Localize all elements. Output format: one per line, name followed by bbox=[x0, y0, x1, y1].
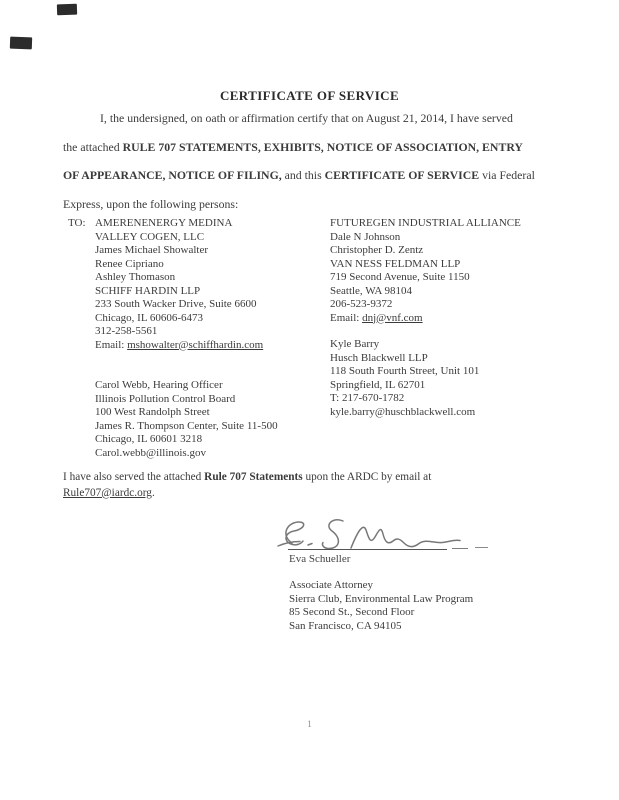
address-line: Chicago, IL 60601 3218 bbox=[95, 433, 203, 445]
paragraph-line: I, the undersigned, on oath or affirmation certify that on August 21, 2014, I have served bbox=[100, 111, 513, 125]
ardc-note-paragraph bbox=[63, 470, 533, 502]
scan-artifact-mark bbox=[57, 4, 77, 16]
paragraph-line: OF APPEARANCE, NOTICE OF FILING, and this CERTIFICATE OF SERVICE via Federal bbox=[63, 168, 535, 183]
signatory-title-block bbox=[289, 579, 473, 633]
address-block-ameren bbox=[95, 217, 330, 352]
paragraph-line: Rule707@iardc.org. bbox=[63, 486, 155, 499]
address-line: Kyle Barry bbox=[330, 338, 380, 350]
paragraph-line: the attached RULE 707 STATEMENTS, EXHIBITS, NOTICE OF ASSOCIATION, ENTRY bbox=[63, 139, 523, 154]
document-title: CERTIFICATE OF SERVICE bbox=[219, 88, 400, 103]
address-line: Email: dnj@vnf.com bbox=[330, 311, 423, 324]
address-line: 100 West Randolph Street bbox=[95, 406, 210, 418]
address-line: kyle.barry@huschblackwell.com bbox=[330, 405, 476, 418]
address-line: Christopher D. Zentz bbox=[330, 244, 424, 256]
address-line: AMERENENERGY MEDINA bbox=[95, 217, 233, 229]
paragraph-line: Express, upon the following persons: bbox=[63, 196, 239, 211]
signatory-title-line: San Francisco, CA 94105 bbox=[289, 619, 402, 632]
address-line: Husch Blackwell LLP bbox=[330, 351, 428, 364]
address-block-hearing-officer bbox=[95, 379, 330, 460]
signatory-title-line: Sierra Club, Environmental Law Program bbox=[289, 592, 474, 605]
address-line: Email: mshowalter@schiffhardin.com bbox=[95, 338, 264, 351]
signature-line bbox=[288, 549, 447, 550]
address-line: James R. Thompson Center, Suite 11-500 bbox=[95, 419, 278, 432]
paragraph-line: I have also served the attached Rule 707 Statements upon the ARDC by email at bbox=[63, 471, 432, 483]
address-line: FUTUREGEN INDUSTRIAL ALLIANCE bbox=[330, 217, 521, 229]
address-line: Dale N Johnson bbox=[330, 230, 401, 243]
address-line: Carol Webb, Hearing Officer bbox=[95, 379, 223, 391]
address-line: T: 217-670-1782 bbox=[330, 392, 405, 404]
scan-artifact-mark bbox=[10, 37, 32, 50]
address-line: Seattle, WA 98104 bbox=[330, 284, 412, 297]
signatory-title-line: Associate Attorney bbox=[289, 579, 374, 591]
address-block-futuregen bbox=[330, 217, 580, 325]
address-line: Illinois Pollution Control Board bbox=[95, 392, 236, 405]
address-line: VAN NESS FELDMAN LLP bbox=[330, 257, 461, 270]
address-line: James Michael Showalter bbox=[95, 244, 209, 256]
signatory-title-line: 85 Second St., Second Floor bbox=[289, 606, 415, 619]
address-block-husch-blackwell bbox=[330, 338, 580, 419]
signature-line-dash bbox=[475, 547, 488, 548]
address-line: 312-258-5561 bbox=[95, 325, 158, 337]
address-line: SCHIFF HARDIN LLP bbox=[95, 284, 201, 297]
address-line: Ashley Thomason bbox=[95, 271, 176, 283]
address-line: Chicago, IL 60606-6473 bbox=[95, 311, 204, 324]
address-line: 719 Second Avenue, Suite 1150 bbox=[330, 271, 470, 283]
service-list bbox=[68, 217, 580, 460]
address-line: VALLEY COGEN, LLC bbox=[95, 230, 205, 243]
address-line: 118 South Fourth Street, Unit 101 bbox=[330, 365, 480, 377]
address-line: Springfield, IL 62701 bbox=[330, 378, 426, 391]
page-number: 1 bbox=[307, 720, 312, 730]
service-column-right bbox=[330, 217, 580, 460]
signatory-name: Eva Schueller bbox=[289, 553, 351, 565]
address-line: Carol.webb@illinois.gov bbox=[95, 446, 206, 459]
signature-line-dash bbox=[452, 548, 468, 549]
service-column-left bbox=[95, 217, 330, 460]
address-line: 233 South Wacker Drive, Suite 6600 bbox=[95, 298, 257, 310]
address-line: 206-523-9372 bbox=[330, 298, 393, 310]
address-line: Renee Cipriano bbox=[95, 257, 164, 270]
intro-paragraph bbox=[63, 104, 565, 218]
to-label: TO: bbox=[68, 217, 86, 229]
